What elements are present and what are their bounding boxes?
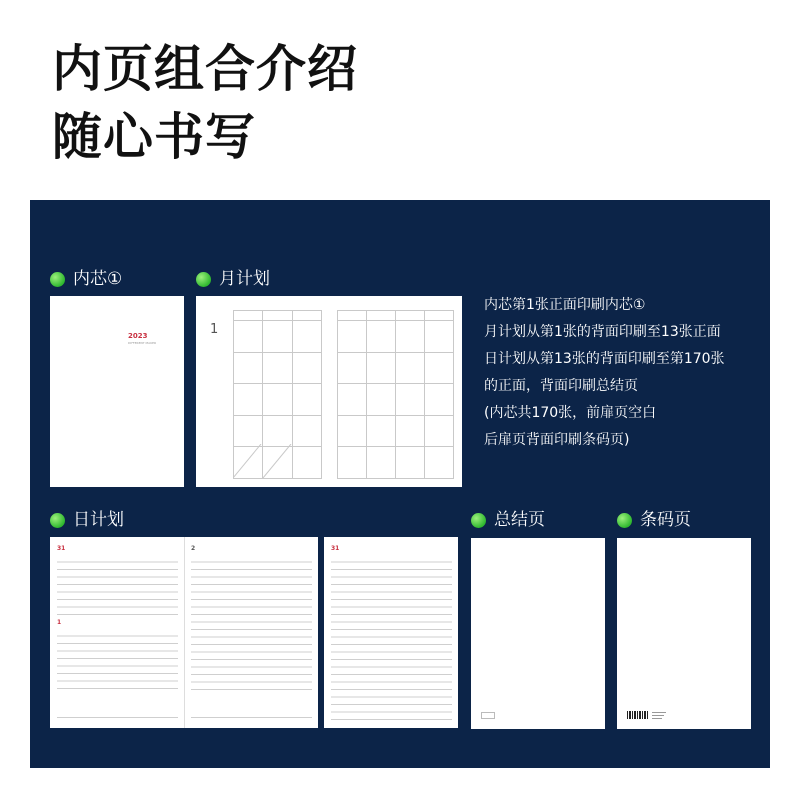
- daily-lines: [57, 555, 178, 617]
- monthly-plan-spread: [196, 296, 462, 487]
- summary-page: [471, 538, 605, 729]
- barcode-info-line: [652, 712, 666, 713]
- description-line: 日计划从第13张的背面印刷至第170张: [484, 351, 725, 367]
- description-line: 月计划从第1张的背面印刷至13张正面: [484, 324, 721, 340]
- section-label-monthly: 月计划: [196, 271, 270, 288]
- section-label-barcode: 条码页: [617, 512, 691, 529]
- bullet-dot-icon: [50, 513, 65, 528]
- daily-lines: [191, 555, 312, 691]
- core-cover-page: [50, 296, 184, 487]
- barcode-info-line: [652, 715, 664, 716]
- daily-date: 1: [57, 619, 62, 626]
- monthly-grid-right: [337, 310, 454, 479]
- barcode-page: [617, 538, 751, 729]
- section-label-core: 内芯①: [50, 271, 122, 288]
- page-title-line-1: 内页组合介绍: [52, 40, 358, 98]
- barcode-icon: [627, 711, 649, 719]
- summary-page-mark: [481, 712, 495, 719]
- bullet-dot-icon: [196, 272, 211, 287]
- page-title-line-2: 随心书写: [52, 108, 256, 166]
- description-line: 后扉页背面印刷条码页): [484, 432, 630, 448]
- bullet-dot-icon: [50, 272, 65, 287]
- description-line: (内芯共170张，前扉页空白: [484, 405, 657, 421]
- description-text: [484, 292, 725, 454]
- daily-lines: [57, 629, 178, 691]
- description-line: 的正面，背面印刷总结页: [484, 378, 638, 394]
- footer-line: [57, 717, 178, 718]
- daily-date: 31: [57, 545, 66, 552]
- footer-line: [331, 719, 452, 720]
- bullet-dot-icon: [471, 513, 486, 528]
- footer-line: [191, 717, 312, 718]
- cover-subtitle: DIFFERENT MAKER: [128, 341, 157, 345]
- section-label-daily: 日计划: [50, 512, 124, 529]
- barcode-info-line: [652, 718, 662, 719]
- daily-lines: [331, 555, 452, 715]
- month-number: 1: [210, 322, 219, 337]
- daily-date: 2: [191, 545, 196, 552]
- cover-year: 2023: [128, 332, 148, 340]
- daily-date: 31: [331, 545, 340, 552]
- monthly-diagonal-lines: [233, 444, 293, 478]
- bullet-dot-icon: [617, 513, 632, 528]
- description-line: 内芯第1张正面印刷内芯①: [484, 297, 646, 313]
- daily-plan-spread: [50, 537, 318, 728]
- spread-fold: [184, 537, 185, 728]
- section-label-summary: 总结页: [471, 512, 545, 529]
- daily-plan-page: [324, 537, 458, 728]
